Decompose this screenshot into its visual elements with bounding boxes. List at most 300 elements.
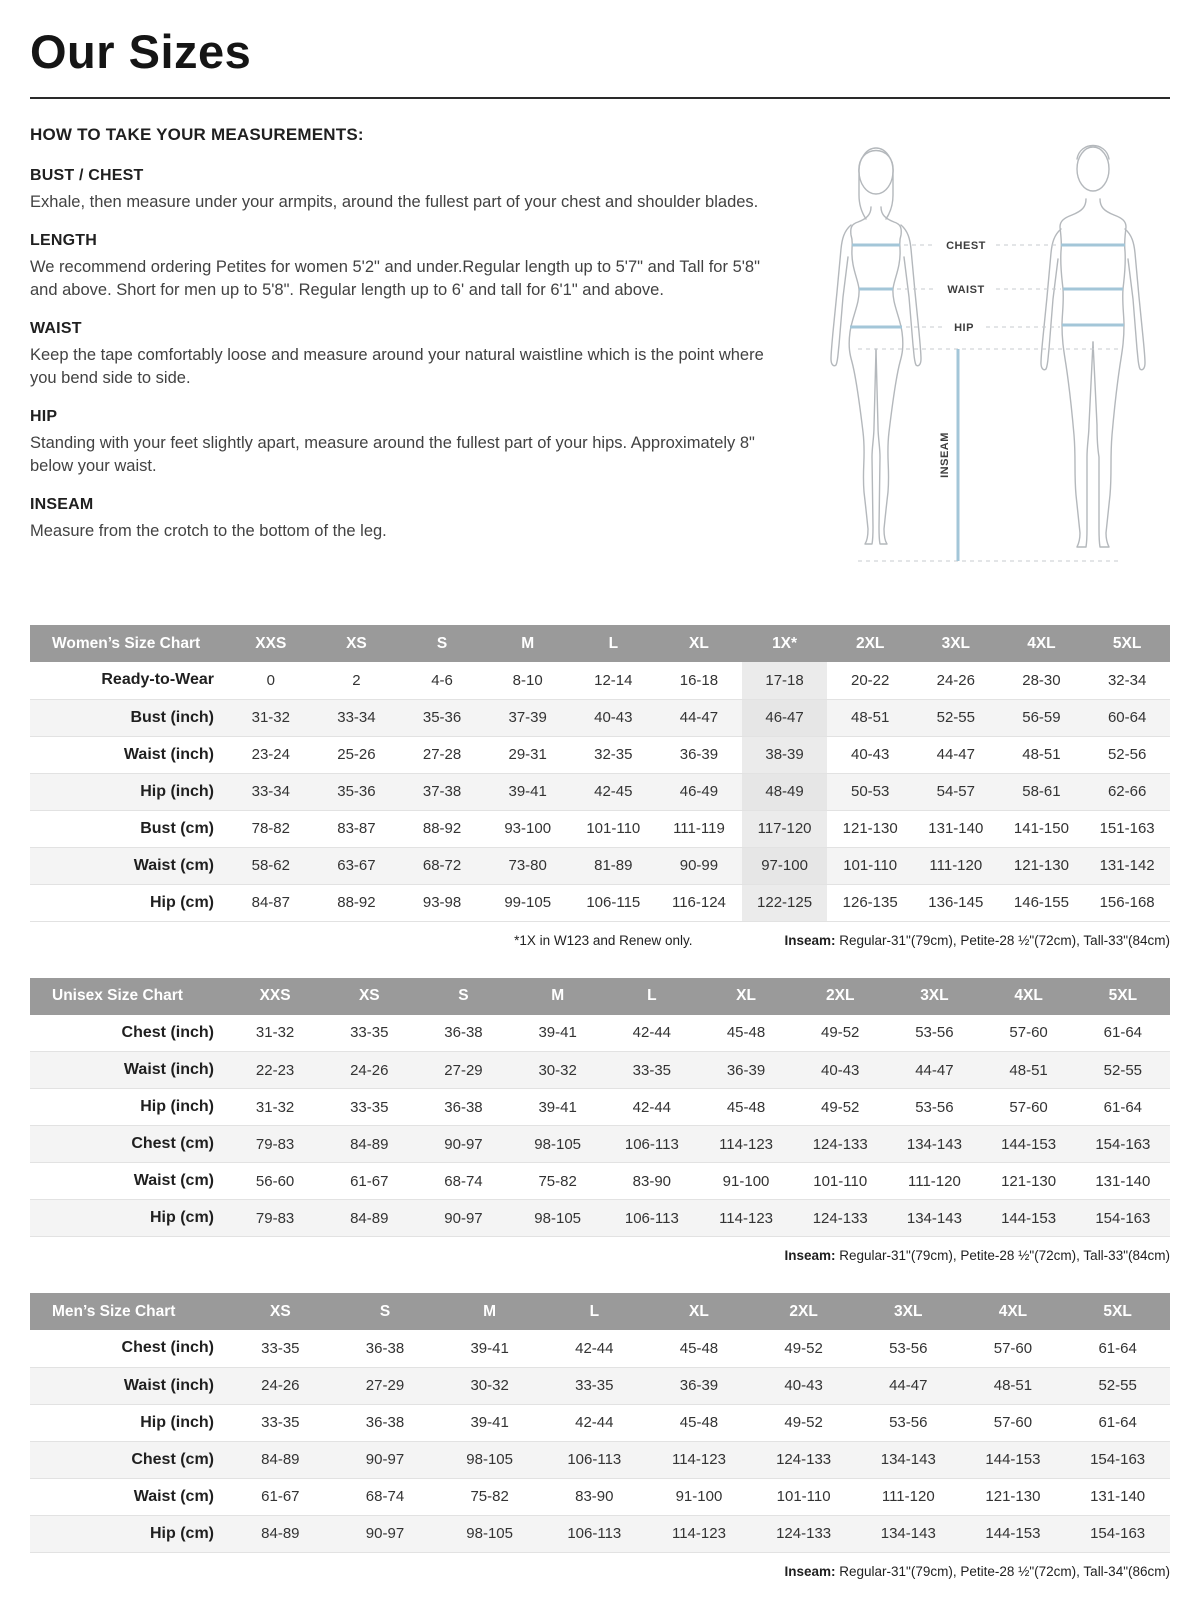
section-title: WAIST xyxy=(30,320,82,338)
column-header: 2XL xyxy=(827,625,913,662)
table-cell: 48-51 xyxy=(827,699,913,736)
table-row xyxy=(30,662,1170,699)
table-cell: 44-47 xyxy=(887,1052,981,1089)
table-cell: 42-45 xyxy=(571,773,657,810)
row-label: Hip (cm) xyxy=(30,1515,228,1552)
table-cell: 45-48 xyxy=(699,1089,793,1126)
table-row xyxy=(30,1515,1170,1552)
table-cell: 46-49 xyxy=(656,773,742,810)
table-cell: 106-115 xyxy=(571,884,657,921)
table-cell: 36-38 xyxy=(416,1089,510,1126)
column-header: 5XL xyxy=(1084,625,1170,662)
table-cell: 99-105 xyxy=(485,884,571,921)
row-label: Waist (inch) xyxy=(30,1052,228,1089)
column-header: XS xyxy=(322,978,416,1015)
table-row xyxy=(30,1330,1170,1367)
table-cell: 35-36 xyxy=(314,773,400,810)
table-cell: 106-113 xyxy=(605,1126,699,1163)
table-cell: 54-57 xyxy=(913,773,999,810)
table-cell: 106-113 xyxy=(542,1441,647,1478)
table-cell: 23-24 xyxy=(228,736,314,773)
column-header: L xyxy=(605,978,699,1015)
table-cell: 53-56 xyxy=(856,1330,961,1367)
header-row xyxy=(30,978,1170,1015)
table-cell: 37-38 xyxy=(399,773,485,810)
measurement-diagram xyxy=(775,125,1170,587)
column-header: 1X* xyxy=(742,625,828,662)
table-cell: 111-120 xyxy=(913,847,999,884)
row-label: Chest (inch) xyxy=(30,1330,228,1367)
table-cell: 68-74 xyxy=(333,1478,438,1515)
table-cell: 27-28 xyxy=(399,736,485,773)
table-cell: 131-140 xyxy=(913,810,999,847)
row-label: Ready-to-Wear xyxy=(30,662,228,699)
table-row xyxy=(30,1404,1170,1441)
section-body: Exhale, then measure under your armpits, around the fullest part of your chest and shoulder blades. xyxy=(30,193,759,211)
table-row xyxy=(30,1015,1170,1052)
table-cell: 39-41 xyxy=(485,773,571,810)
table-cell: 79-83 xyxy=(228,1200,322,1237)
body-measurement-illustration xyxy=(798,127,1170,587)
table-cell: 61-64 xyxy=(1076,1015,1170,1052)
size-charts xyxy=(30,625,1170,1579)
table-cell: 53-56 xyxy=(887,1089,981,1126)
table-cell: 33-35 xyxy=(322,1089,416,1126)
table-cell: 141-150 xyxy=(999,810,1085,847)
column-header: S xyxy=(333,1293,438,1330)
table-cell: 39-41 xyxy=(437,1330,542,1367)
row-label: Hip (inch) xyxy=(30,1089,228,1126)
row-label: Hip (inch) xyxy=(30,773,228,810)
table-cell: 17-18 xyxy=(742,662,828,699)
table-cell: 31-32 xyxy=(228,699,314,736)
column-header: 5XL xyxy=(1065,1293,1170,1330)
table-cell: 36-38 xyxy=(333,1330,438,1367)
table-cell: 16-18 xyxy=(656,662,742,699)
table-cell: 134-143 xyxy=(856,1515,961,1552)
column-header: S xyxy=(416,978,510,1015)
table-cell: 48-51 xyxy=(999,736,1085,773)
table-cell: 84-89 xyxy=(322,1126,416,1163)
table-row xyxy=(30,736,1170,773)
table-row xyxy=(30,1163,1170,1200)
table-cell: 93-100 xyxy=(485,810,571,847)
column-header: XL xyxy=(699,978,793,1015)
row-label: Bust (inch) xyxy=(30,699,228,736)
table-cell: 53-56 xyxy=(856,1404,961,1441)
row-label: Hip (cm) xyxy=(30,1200,228,1237)
table-cell: 45-48 xyxy=(699,1015,793,1052)
table-cell: 42-44 xyxy=(605,1089,699,1126)
measurement-guides xyxy=(858,245,1118,561)
table-cell: 52-55 xyxy=(1076,1052,1170,1089)
footnote-inseam: Inseam: Regular-31"(79cm), Petite-28 ½"(72cm), Tall-33"(84cm) xyxy=(784,1248,1170,1263)
row-label: Waist (cm) xyxy=(30,1163,228,1200)
table-cell: 48-51 xyxy=(982,1052,1076,1089)
column-header: 4XL xyxy=(999,625,1085,662)
table-cell: 20-22 xyxy=(827,662,913,699)
table-cell: 101-110 xyxy=(793,1163,887,1200)
table-cell: 156-168 xyxy=(1084,884,1170,921)
table-cell: 73-80 xyxy=(485,847,571,884)
table-cell: 98-105 xyxy=(437,1441,542,1478)
table-cell: 33-35 xyxy=(605,1052,699,1089)
table-cell: 91-100 xyxy=(647,1478,752,1515)
table-cell: 68-74 xyxy=(416,1163,510,1200)
table-row xyxy=(30,1200,1170,1237)
table-cell: 83-90 xyxy=(605,1163,699,1200)
diagram-labels xyxy=(939,240,986,478)
section-body: We recommend ordering Petites for women 5'2" and under.Regular length up to 5'7" and Tall for 5'8" and above. Short for men up to 5'8". Regular length up to 6' and tall for 6'1" and above. xyxy=(30,258,760,299)
table-row xyxy=(30,1089,1170,1126)
table-cell: 33-35 xyxy=(228,1330,333,1367)
column-header: 4XL xyxy=(961,1293,1066,1330)
table-title: Men’s Size Chart xyxy=(30,1293,228,1330)
row-label: Waist (cm) xyxy=(30,847,228,884)
table-row xyxy=(30,773,1170,810)
table-cell: 4-6 xyxy=(399,662,485,699)
table-row xyxy=(30,699,1170,736)
table-cell: 2 xyxy=(314,662,400,699)
table-cell: 121-130 xyxy=(999,847,1085,884)
table-cell: 56-59 xyxy=(999,699,1085,736)
table-cell: 88-92 xyxy=(314,884,400,921)
row-label: Chest (cm) xyxy=(30,1126,228,1163)
footnote-inseam-label: Inseam: xyxy=(784,932,840,948)
table-cell: 12-14 xyxy=(571,662,657,699)
column-header: XL xyxy=(647,1293,752,1330)
table-cell: 93-98 xyxy=(399,884,485,921)
column-header: 3XL xyxy=(913,625,999,662)
table-cell: 46-47 xyxy=(742,699,828,736)
table-cell: 78-82 xyxy=(228,810,314,847)
table-cell: 0 xyxy=(228,662,314,699)
table-cell: 40-43 xyxy=(571,699,657,736)
table-cell: 58-62 xyxy=(228,847,314,884)
table-cell: 24-26 xyxy=(228,1367,333,1404)
row-label: Bust (cm) xyxy=(30,810,228,847)
row-label: Waist (cm) xyxy=(30,1478,228,1515)
female-figure xyxy=(831,148,921,544)
table-cell: 33-34 xyxy=(314,699,400,736)
table-cell: 33-35 xyxy=(228,1404,333,1441)
table-cell: 88-92 xyxy=(399,810,485,847)
table-cell: 40-43 xyxy=(751,1367,856,1404)
table-cell: 83-90 xyxy=(542,1478,647,1515)
row-label: Chest (inch) xyxy=(30,1015,228,1052)
column-header: 2XL xyxy=(793,978,887,1015)
table-cell: 126-135 xyxy=(827,884,913,921)
column-header: S xyxy=(399,625,485,662)
table-cell: 52-55 xyxy=(913,699,999,736)
table-cell: 114-123 xyxy=(699,1126,793,1163)
table-cell: 84-89 xyxy=(322,1200,416,1237)
table-cell: 36-39 xyxy=(699,1052,793,1089)
table-cell: 98-105 xyxy=(511,1126,605,1163)
table-cell: 44-47 xyxy=(656,699,742,736)
section-title: INSEAM xyxy=(30,496,94,514)
unisex-size-chart-table xyxy=(30,978,1170,1238)
table-cell: 83-87 xyxy=(314,810,400,847)
table-cell: 31-32 xyxy=(228,1015,322,1052)
table-cell: 36-39 xyxy=(647,1367,752,1404)
table-cell: 27-29 xyxy=(416,1052,510,1089)
table-cell: 131-142 xyxy=(1084,847,1170,884)
table-cell: 84-87 xyxy=(228,884,314,921)
section-body: Standing with your feet slightly apart, measure around the fullest part of your hips. Approximately 8" below your waist. xyxy=(30,434,755,475)
table-cell: 124-133 xyxy=(793,1200,887,1237)
footnote-asterisk: *1X in W123 and Renew only. xyxy=(514,932,693,948)
table-cell: 84-89 xyxy=(228,1515,333,1552)
table-cell: 45-48 xyxy=(647,1404,752,1441)
table-cell: 60-64 xyxy=(1084,699,1170,736)
table-cell: 53-56 xyxy=(887,1015,981,1052)
table-cell: 49-52 xyxy=(793,1089,887,1126)
table-cell: 134-143 xyxy=(856,1441,961,1478)
table-cell: 33-34 xyxy=(228,773,314,810)
table-cell: 24-26 xyxy=(913,662,999,699)
table-cell: 124-133 xyxy=(793,1126,887,1163)
section-title: HIP xyxy=(30,408,58,426)
table-cell: 131-140 xyxy=(1065,1478,1170,1515)
table-row xyxy=(30,810,1170,847)
section-body: Keep the tape comfortably loose and measure around your natural waistline which is the point where you bend side to side. xyxy=(30,346,764,387)
table-cell: 90-97 xyxy=(333,1441,438,1478)
table-cell: 81-89 xyxy=(571,847,657,884)
table-cell: 144-153 xyxy=(961,1515,1066,1552)
column-header: 3XL xyxy=(887,978,981,1015)
footnote-inseam: Inseam: Regular-31"(79cm), Petite-28 ½"(72cm), Tall-33"(84cm) xyxy=(784,932,1170,948)
footnote-inseam-label: Inseam: xyxy=(784,1563,840,1579)
row-label: Chest (cm) xyxy=(30,1441,228,1478)
column-header: M xyxy=(511,978,605,1015)
table-cell: 40-43 xyxy=(793,1052,887,1089)
table-cell: 111-119 xyxy=(656,810,742,847)
table-cell: 8-10 xyxy=(485,662,571,699)
table-cell: 101-110 xyxy=(751,1478,856,1515)
table-cell: 61-67 xyxy=(322,1163,416,1200)
row-label: Hip (cm) xyxy=(30,884,228,921)
table-cell: 62-66 xyxy=(1084,773,1170,810)
table-cell: 121-130 xyxy=(961,1478,1066,1515)
table-cell: 29-31 xyxy=(485,736,571,773)
table-cell: 30-32 xyxy=(511,1052,605,1089)
table-cell: 90-99 xyxy=(656,847,742,884)
table-cell: 57-60 xyxy=(961,1330,1066,1367)
table-cell: 61-64 xyxy=(1076,1089,1170,1126)
mens-size-chart-table xyxy=(30,1293,1170,1553)
table-cell: 24-26 xyxy=(322,1052,416,1089)
table-cell: 27-29 xyxy=(333,1367,438,1404)
instructions-heading: HOW TO TAKE YOUR MEASUREMENTS: xyxy=(30,125,364,144)
measurement-instructions xyxy=(30,125,775,587)
table-cell: 61-67 xyxy=(228,1478,333,1515)
section-title: BUST / CHEST xyxy=(30,167,144,184)
table-cell: 121-130 xyxy=(827,810,913,847)
table-cell: 121-130 xyxy=(982,1163,1076,1200)
table-cell: 117-120 xyxy=(742,810,828,847)
table-cell: 98-105 xyxy=(437,1515,542,1552)
column-header: 5XL xyxy=(1076,978,1170,1015)
table-cell: 36-38 xyxy=(333,1404,438,1441)
hip-label: HIP xyxy=(954,322,974,334)
table-cell: 144-153 xyxy=(982,1126,1076,1163)
column-header: XS xyxy=(314,625,400,662)
table-cell: 22-23 xyxy=(228,1052,322,1089)
table-cell: 154-163 xyxy=(1076,1126,1170,1163)
column-header: L xyxy=(542,1293,647,1330)
table-cell: 36-39 xyxy=(656,736,742,773)
column-header: L xyxy=(571,625,657,662)
table-cell: 36-38 xyxy=(416,1015,510,1052)
table-cell: 154-163 xyxy=(1065,1515,1170,1552)
column-header: XXS xyxy=(228,978,322,1015)
table-cell: 98-105 xyxy=(511,1200,605,1237)
table-cell: 144-153 xyxy=(961,1441,1066,1478)
table-footnotes xyxy=(30,933,1170,948)
table-cell: 42-44 xyxy=(542,1330,647,1367)
table-cell: 33-35 xyxy=(322,1015,416,1052)
table-cell: 79-83 xyxy=(228,1126,322,1163)
table-cell: 122-125 xyxy=(742,884,828,921)
column-header: XXS xyxy=(228,625,314,662)
table-cell: 44-47 xyxy=(856,1367,961,1404)
table-row xyxy=(30,1126,1170,1163)
table-cell: 33-35 xyxy=(542,1367,647,1404)
table-cell: 52-56 xyxy=(1084,736,1170,773)
page-title: Our Sizes xyxy=(30,24,1170,99)
table-cell: 68-72 xyxy=(399,847,485,884)
table-cell: 101-110 xyxy=(827,847,913,884)
table-cell: 131-140 xyxy=(1076,1163,1170,1200)
table-cell: 111-120 xyxy=(856,1478,961,1515)
table-title: Unisex Size Chart xyxy=(30,978,228,1015)
table-footnotes xyxy=(30,1248,1170,1263)
table-cell: 39-41 xyxy=(511,1015,605,1052)
table-cell: 101-110 xyxy=(571,810,657,847)
table-cell: 106-113 xyxy=(542,1515,647,1552)
inseam-label: INSEAM xyxy=(939,432,951,478)
table-cell: 91-100 xyxy=(699,1163,793,1200)
table-cell: 39-41 xyxy=(437,1404,542,1441)
table-cell: 58-61 xyxy=(999,773,1085,810)
table-cell: 56-60 xyxy=(228,1163,322,1200)
footnote-inseam: Inseam: Regular-31"(79cm), Petite-28 ½"(72cm), Tall-34"(86cm) xyxy=(784,1563,1170,1579)
table-cell: 106-113 xyxy=(605,1200,699,1237)
table-cell: 57-60 xyxy=(982,1089,1076,1126)
column-header: 3XL xyxy=(856,1293,961,1330)
table-row xyxy=(30,1478,1170,1515)
table-cell: 49-52 xyxy=(751,1404,856,1441)
table-cell: 50-53 xyxy=(827,773,913,810)
measurement-guide-section xyxy=(30,125,1170,587)
table-cell: 114-123 xyxy=(647,1515,752,1552)
table-cell: 49-52 xyxy=(751,1330,856,1367)
table-cell: 48-51 xyxy=(961,1367,1066,1404)
table-cell: 111-120 xyxy=(887,1163,981,1200)
table-cell: 39-41 xyxy=(511,1089,605,1126)
table-row xyxy=(30,1367,1170,1404)
table-cell: 31-32 xyxy=(228,1089,322,1126)
table-cell: 124-133 xyxy=(751,1441,856,1478)
table-cell: 134-143 xyxy=(887,1200,981,1237)
table-row xyxy=(30,1441,1170,1478)
row-label: Waist (inch) xyxy=(30,1367,228,1404)
table-cell: 61-64 xyxy=(1065,1330,1170,1367)
table-cell: 57-60 xyxy=(961,1404,1066,1441)
table-cell: 75-82 xyxy=(437,1478,542,1515)
table-cell: 30-32 xyxy=(437,1367,542,1404)
table-cell: 61-64 xyxy=(1065,1404,1170,1441)
table-cell: 114-123 xyxy=(647,1441,752,1478)
column-header: 2XL xyxy=(751,1293,856,1330)
section-title: LENGTH xyxy=(30,232,97,250)
table-cell: 37-39 xyxy=(485,699,571,736)
table-cell: 90-97 xyxy=(333,1515,438,1552)
table-cell: 154-163 xyxy=(1065,1441,1170,1478)
table-cell: 44-47 xyxy=(913,736,999,773)
instruction-sections xyxy=(30,167,775,543)
table-cell: 151-163 xyxy=(1084,810,1170,847)
table-title: Women’s Size Chart xyxy=(30,625,228,662)
column-header: XL xyxy=(656,625,742,662)
column-header: XS xyxy=(228,1293,333,1330)
table-cell: 42-44 xyxy=(542,1404,647,1441)
male-figure xyxy=(1041,146,1145,548)
chest-label: CHEST xyxy=(946,240,986,252)
table-cell: 42-44 xyxy=(605,1015,699,1052)
table-cell: 90-97 xyxy=(416,1126,510,1163)
table-cell: 52-55 xyxy=(1065,1367,1170,1404)
womens-size-chart-table xyxy=(30,625,1170,922)
header-row xyxy=(30,625,1170,662)
table-cell: 28-30 xyxy=(999,662,1085,699)
table-cell: 134-143 xyxy=(887,1126,981,1163)
table-cell: 32-35 xyxy=(571,736,657,773)
table-footnotes xyxy=(30,1564,1170,1579)
table-cell: 35-36 xyxy=(399,699,485,736)
table-cell: 90-97 xyxy=(416,1200,510,1237)
table-cell: 32-34 xyxy=(1084,662,1170,699)
table-cell: 63-67 xyxy=(314,847,400,884)
table-row xyxy=(30,884,1170,921)
section-body: Measure from the crotch to the bottom of the leg. xyxy=(30,522,387,541)
table-cell: 116-124 xyxy=(656,884,742,921)
table-row xyxy=(30,1052,1170,1089)
table-cell: 38-39 xyxy=(742,736,828,773)
table-cell: 154-163 xyxy=(1076,1200,1170,1237)
table-cell: 146-155 xyxy=(999,884,1085,921)
table-cell: 114-123 xyxy=(699,1200,793,1237)
row-label: Hip (inch) xyxy=(30,1404,228,1441)
table-cell: 45-48 xyxy=(647,1330,752,1367)
row-label: Waist (inch) xyxy=(30,736,228,773)
table-cell: 48-49 xyxy=(742,773,828,810)
table-cell: 124-133 xyxy=(751,1515,856,1552)
column-header: 4XL xyxy=(982,978,1076,1015)
column-header: M xyxy=(485,625,571,662)
table-cell: 97-100 xyxy=(742,847,828,884)
table-cell: 136-145 xyxy=(913,884,999,921)
table-cell: 40-43 xyxy=(827,736,913,773)
column-header: M xyxy=(437,1293,542,1330)
table-cell: 57-60 xyxy=(982,1015,1076,1052)
table-cell: 75-82 xyxy=(511,1163,605,1200)
table-row xyxy=(30,847,1170,884)
header-row xyxy=(30,1293,1170,1330)
footnote-inseam-label: Inseam: xyxy=(784,1248,840,1263)
table-cell: 144-153 xyxy=(982,1200,1076,1237)
